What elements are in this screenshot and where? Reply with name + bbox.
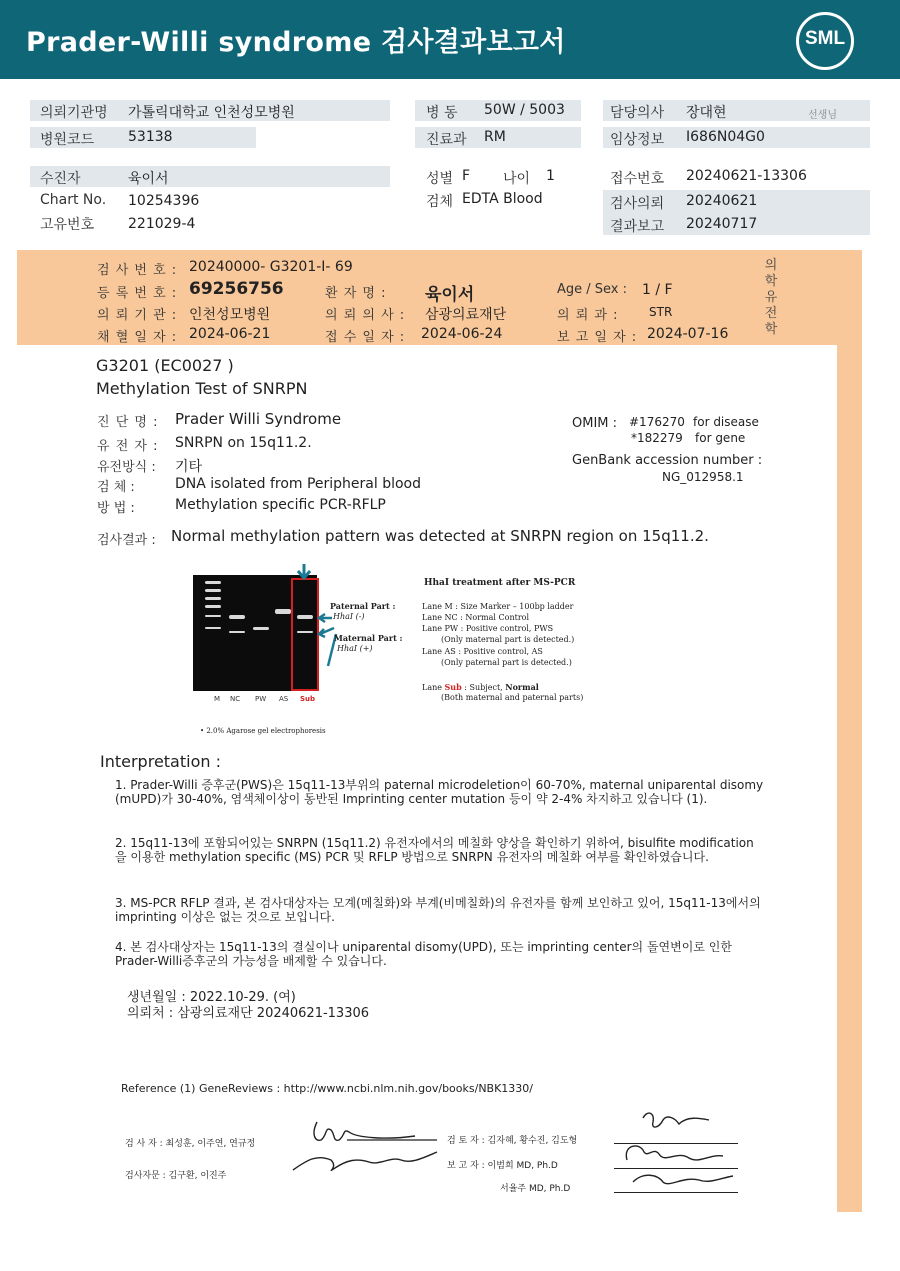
- result-label: 검사결과 :: [97, 533, 156, 548]
- chart-value: 10254396: [128, 193, 200, 209]
- signature-line: [614, 1168, 738, 1169]
- subject-legend-lane: Sub: [444, 682, 462, 692]
- signature-line: [614, 1143, 738, 1144]
- lane-label: M: [214, 695, 221, 703]
- collect-date-label: 채 혈 일 자 :: [97, 330, 178, 345]
- reviewers: 검 토 자 : 김자혜, 황수진, 김도형: [447, 1136, 578, 1146]
- lane-label: NC: [230, 695, 241, 703]
- paternal-enzyme: HhaI (-): [333, 612, 365, 621]
- genbank-value: NG_012958.1: [662, 470, 744, 484]
- genbank-label: GenBank accession number :: [572, 453, 763, 468]
- lane-label: PW: [255, 695, 267, 703]
- method-label: 방 법 :: [97, 501, 135, 516]
- patient-name-label: 환 자 명 :: [325, 286, 387, 301]
- age-label: 나이: [503, 171, 531, 187]
- patient-value: 육이서: [128, 171, 169, 187]
- receipt-date-value: 2024-06-24: [421, 326, 503, 342]
- result-value: Normal methylation pattern was detected at SNRPN region on 15q11.2.: [171, 527, 709, 545]
- inheritance-label: 유전방식 :: [97, 460, 156, 475]
- maternal-part-label: Maternal Part :: [334, 633, 403, 643]
- sex-value: F: [462, 168, 471, 184]
- diagnosis-value: Prader Willi Syndrome: [175, 410, 342, 428]
- report-side-band: [837, 345, 862, 1212]
- institution-label: 의뢰기관명: [40, 105, 108, 121]
- inst-label: 의 뢰 기 관 :: [97, 308, 178, 323]
- marker-band: [205, 605, 221, 608]
- logo-text: SML: [804, 28, 846, 49]
- scanned-report: [17, 250, 862, 1212]
- clinical-info-label: 임상정보: [610, 132, 665, 148]
- legend-line: (Only maternal part is detected.): [441, 635, 575, 644]
- collect-date-value: 2024-06-21: [189, 326, 271, 342]
- gel-note: • 2.0% Agarose gel electrophoresis: [200, 727, 326, 735]
- unique-no-value: 221029-4: [128, 216, 196, 232]
- maternal-enzyme: HhaI (+): [337, 644, 373, 653]
- legend-line: Lane AS : Positive control, AS: [422, 647, 543, 656]
- reg-no-value: 69256756: [189, 279, 284, 299]
- interpretation-paragraph: 4. 본 검사대상자는 15q11-13의 결실이나 uniparental disomy(UPD), 또는 imprinting center의 돌연변이로 인한 Prader-Willi증후군의 가능성을 배제할 수 있습니다.: [115, 940, 732, 968]
- inst-value: 인천성모병원: [189, 307, 271, 323]
- examiners: 검 사 자 : 최성훈, 이주연, 연규정: [125, 1139, 256, 1149]
- subject-legend: [422, 682, 539, 693]
- omim-disease: #176270: [629, 415, 685, 429]
- marker-band: [205, 627, 221, 629]
- request-date-label: 검사의뢰: [610, 196, 665, 212]
- paternal-arrow-icon: [319, 614, 332, 622]
- gene-label: 유 전 자 :: [97, 439, 159, 454]
- patient-name-value: 육이서: [425, 285, 475, 305]
- report-date-value: 2024-07-16: [647, 326, 729, 342]
- age-sex-value: 1 / F: [642, 282, 673, 298]
- specimen-value: EDTA Blood: [462, 191, 543, 207]
- report-date-label: 보 고 일 자 :: [557, 330, 638, 345]
- interpretation-title: Interpretation :: [100, 752, 221, 771]
- ward-value: 50W / 5003: [484, 102, 565, 118]
- test-code: G3201 (EC0027 ): [96, 356, 234, 375]
- pw-band: [253, 627, 269, 630]
- marker-band: [205, 597, 221, 600]
- signature-line: [614, 1192, 738, 1193]
- interpretation-paragraph: 2. 15q11-13에 포함되어있는 SNRPN (15q11.2) 유전자에서의 메칠화 양상을 확인하기 위하여, bisulfite modification을 이용한 methylation specific (MS) PCR 및 RFLP 방법으로 SNRPN 유전자의 메칠화 여부를 확인하였습니다.: [115, 836, 754, 864]
- doctor-suffix: 선생님: [808, 110, 837, 121]
- legend-line: (Only paternal part is detected.): [441, 658, 572, 667]
- page-title: Prader-Willi syndrome 검사결과보고서: [26, 27, 566, 58]
- subject-legend-prefix: Lane: [422, 683, 442, 692]
- legend-line: Lane PW : Positive control, PWS: [422, 624, 554, 633]
- subject-note: (Both maternal and paternal parts): [441, 693, 584, 702]
- patient-label: 수진자: [40, 171, 81, 187]
- advisors: 검사자문 : 김구환, 이진주: [125, 1171, 227, 1181]
- chart-label: Chart No.: [40, 192, 107, 208]
- test-name: Methylation Test of SNRPN: [96, 379, 308, 398]
- interpretation-paragraph: 1. Prader-Willi 증후군(PWS)은 15q11-13부위의 paternal microdeletion이 60-70%, maternal uniparental disomy (mUPD)가 30-40%, 염색체이상이 동반된 Imprinting center mutation 등이 약 2-4% 차지하고 있습니다 (1).: [115, 778, 764, 806]
- unique-no-label: 고유번호: [40, 217, 95, 233]
- report-date-label: 결과보고: [610, 219, 665, 235]
- method-value: Methylation specific PCR-RFLP: [175, 497, 386, 513]
- specimen-label: 검 체 :: [97, 480, 135, 495]
- lane-label-subject: Sub: [300, 695, 316, 703]
- down-arrow-icon: [298, 564, 310, 578]
- department-vertical-title: 의학유전학: [764, 258, 778, 337]
- request-date-value: 20240621: [686, 193, 758, 209]
- as-band: [275, 609, 291, 614]
- hospital-code-value: 53138: [128, 129, 173, 145]
- sml-logo: [796, 12, 854, 70]
- marker-band: [205, 589, 221, 592]
- req-doctor-value: 삼광의료재단: [425, 307, 507, 323]
- birth-date: 생년월일 : 2022.10-29. (여): [127, 990, 296, 1005]
- receipt-value: 20240621-13306: [686, 168, 807, 184]
- diagnosis-label: 진 단 명 :: [97, 415, 159, 430]
- gene-value: SNRPN on 15q11.2.: [175, 435, 312, 451]
- omim-disease-note: for disease: [693, 415, 759, 429]
- reg-no-label: 등 록 번 호 :: [97, 286, 178, 301]
- age-sex-label: Age / Sex :: [557, 282, 628, 297]
- req-dept-label: 의 뢰 과 :: [557, 308, 619, 323]
- receipt-date-label: 접 수 일 자 :: [325, 330, 406, 345]
- department-label: 진료과: [426, 132, 467, 148]
- paternal-part-label: Paternal Part :: [330, 601, 396, 611]
- marker-band: [205, 615, 221, 617]
- specimen-label: 검체: [426, 194, 454, 210]
- omim-label: OMIM :: [572, 416, 618, 431]
- legend-line: Lane M : Size Marker – 100bp ladder: [422, 602, 574, 611]
- inheritance-value: 기타: [175, 459, 203, 475]
- reviewer-signature-icon: [613, 1106, 743, 1200]
- institution-value: 가톨릭대학교 인천성모병원: [128, 105, 295, 121]
- req-doctor-label: 의 뢰 의 사 :: [325, 308, 406, 323]
- clinical-info-value: I686N04G0: [686, 129, 765, 145]
- hospital-code-label: 병원코드: [40, 132, 95, 148]
- receipt-label: 접수번호: [610, 171, 665, 187]
- department-value: RM: [484, 129, 506, 145]
- doctor-label: 담당의사: [610, 105, 665, 121]
- test-no-label: 검 사 번 호 :: [97, 263, 178, 278]
- subject-legend-normal: Normal: [505, 682, 539, 692]
- subject-legend-desc: : Subject,: [464, 683, 503, 692]
- reference: Reference (1) GeneReviews : http://www.ncbi.nlm.nih.gov/books/NBK1330/: [121, 1082, 534, 1095]
- age-value: 1: [546, 168, 555, 184]
- info-row-bg: [30, 166, 390, 187]
- test-no-value: 20240000- G3201-I- 69: [189, 259, 353, 275]
- report-header: [0, 0, 900, 79]
- legend-line: Lane NC : Normal Control: [422, 613, 530, 622]
- examiner-signature-icon: [287, 1110, 447, 1180]
- doctor-value: 장대현: [686, 105, 727, 121]
- nc-paternal-band: [229, 615, 245, 619]
- req-dept-value: STR: [649, 305, 673, 319]
- omim-gene-note: for gene: [695, 431, 746, 445]
- figure-title: HhaI treatment after MS-PCR: [424, 578, 576, 588]
- ward-label: 병 동: [426, 105, 458, 121]
- report-date-value: 20240717: [686, 216, 758, 232]
- maternal-arrow-icon: [319, 628, 334, 637]
- specimen-value: DNA isolated from Peripheral blood: [175, 476, 422, 492]
- lane-label: AS: [279, 695, 289, 703]
- reporter: 보 고 자 : 이범희 MD, Ph.D: [447, 1161, 558, 1171]
- sex-label: 성별: [426, 171, 454, 187]
- reporter-2: 서율주 MD, Ph.D: [500, 1184, 571, 1194]
- nc-maternal-band: [229, 631, 245, 633]
- requester: 의뢰처 : 삼광의료재단 20240621-13306: [127, 1006, 370, 1021]
- marker-band: [205, 581, 221, 584]
- interpretation-paragraph: 3. MS-PCR RFLP 결과, 본 검사대상자는 모계(메칠화)와 부계(비메칠화)의 유전자를 함께 보인하고 있어, 15q11-13에서의 imprinting 이상은 없는 것으로 보입니다.: [115, 896, 761, 924]
- omim-gene: *182279: [631, 431, 683, 445]
